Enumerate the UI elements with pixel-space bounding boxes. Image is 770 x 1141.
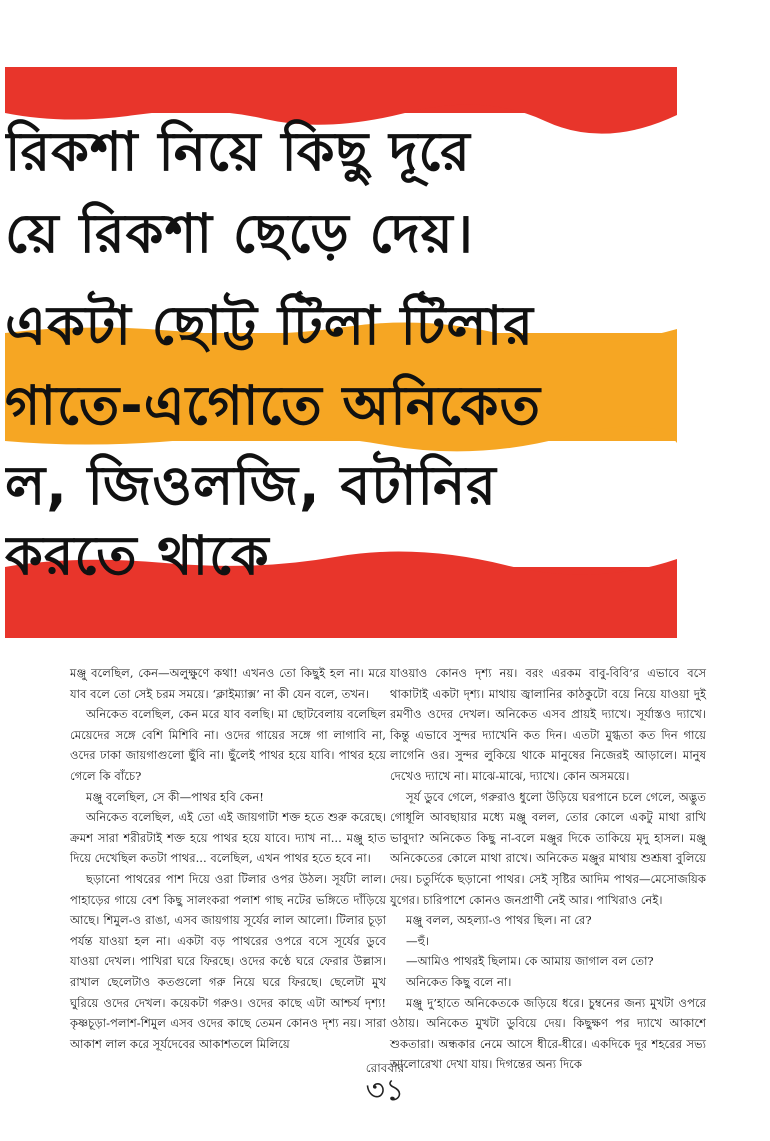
magazine-name: রোববার <box>365 1061 405 1075</box>
paragraph: ছড়ানো পাথরের পাশ দিয়ে ওরা টিলার ওপর উঠল। সূর্যটা লাল। পাহাড়ের গায়ে বেশ কিছু সালংকরা পলাশ গাছ নটের ভঙ্গিতে দাঁড়িয়ে আছে। শিমুল-ও রাঙা, এসব জায়গায় সূর্যের লাল আলো। টিলার চূড়া পর্যন্ত যাওয়া হল না। একটা বড় পাথরের ওপরে বসে সূর্যের ডুবে যাওয়া দেখল। পাখিরা ঘরে ফিরছে। ওদের কণ্ঠে ঘরে ফেরার উল্লাস। রাখাল ছেলেটাও কতগুলো গরু নিয়ে ঘরে ফিরছে। ছেলেটা মুখ ঘুরিয়ে ওদের দেখল। কয়েকটা গরুও। ওদের কাছে এটা আশ্চর্য দৃশ্য! কৃষ্ণচূড়া-পলাশ-শিমুল এসব ওদের কাছে তেমন কোনও দৃশ্য নয়। সারা আকাশ লাল করে সূর্যদেবের আকাশতলে মিলিয়ে <box>70 871 386 1051</box>
calligraphy-line: য়ে রিকশা ছেড়ে দেয়। <box>5 202 474 265</box>
paragraph: অনিকেত বলেছিল, কেন মরে যাব বলছি। মা ছোটবেলায় বলেছিল মেয়েদের সঙ্গে বেশি মিশিবি না। ওদের গায়ের সঙ্গে গা লাগাবি না, ওদের ঢাকা জায়গাগুলো ছুঁবি না। ছুঁলেই পাথর হয়ে যাবি। পাথর হয়ে গেলে কি বাঁচে? <box>70 707 386 783</box>
calligraphy-banner <box>5 67 677 638</box>
paragraph: মঞ্জু দু’হাতে অনিকেতকে জড়িয়ে ধরে। চুম্বনের জন্য মুখটা ওপরে ওঠায়। অনিকেত মুখটা ডুবিয়ে দেয়। কিছুক্ষণ পর দ্যাখে আকাশে শুকতারা। অন্ধকার নেমে আসে ধীরে-ধীরে। একদিকে দূর শহরের সভ্য আলোরেখা দেখা যায়। দিগন্তের অন্য দিকে <box>390 995 706 1072</box>
article-column-right <box>390 663 706 1075</box>
article-column-left <box>70 663 386 1054</box>
paragraph: অনিকেত কিছু বলে না। <box>406 974 512 989</box>
paragraph: —হুঁ। <box>406 933 430 948</box>
paragraph: মঞ্জু বলেছিল, সে কী—পাথর হবি কেন! <box>86 789 264 804</box>
calligraphy-line: রিকশা নিয়ে কিছু দূরে <box>5 120 471 183</box>
calligraphy-line: ল, জিওলজি, বটানির <box>5 454 497 517</box>
paragraph: —আমিও পাথরই ছিলাম। কে আমায় জাগাল বল তো? <box>406 954 654 969</box>
calligraphy-line: একটা ছোট্ট টিলা টিলার <box>5 294 534 357</box>
page-number: ৩১ <box>365 1073 405 1108</box>
paragraph: সূর্য ডুবে গেলে, গরুরাও ধুলো উড়িয়ে ঘরপানে চলে গেলে, অদ্ভুত গোধূলি আবছায়ার মধ্যে মঞ্জু বলল, তোর কোলে একটু মাথা রাখি ভাবুদা? অনিকেত কিছু না-বলে মঞ্জুর দিকে তাকিয়ে মৃদু হাসল। মঞ্জু অনিকেতের কোলে মাথা রাখে। অনিকেত মঞ্জুর মাথায় শুশ্রূষা বুলিয়ে দেয়। চতুর্দিকে ছড়ানো পাথর। সেই সৃষ্টির আদিম পাথর—মেসোজয়িক যুগের। চারিপাশে কোনও জনপ্রাণী নেই আর। পাখিরাও নেই। <box>390 789 706 907</box>
paragraph: মঞ্জু বলেছিল, কেন—অলুক্ষুণে কথা! এখনও তো কিছুই হল না। মরে যাব বলে তো সেই চরম সময়ে। ‘ক্লাইম্যাক্স’ না কী যেন বলে, তখন। <box>70 666 386 701</box>
paragraph: অনিকেত বলেছিল, এই তো এই জায়গাটা শক্ত হতে শুরু করেছে। ক্রমশ সারা শরীরটাই শক্ত হয়ে পাথর হয়ে যাবে। দ্যাখ না... মঞ্জু হাত দিয়ে দেখেছিল কতটা পাথর... বলেছিল, এখন পাথর হতে হবে না। <box>70 810 386 866</box>
calligraphy-line: করতে থাকে <box>5 524 270 587</box>
paragraph: মঞ্জু বলল, অহল্যা-ও পাথর ছিল। না রে? <box>406 913 592 928</box>
paragraph: যাওয়াও কোনও দৃশ্য নয়। বরং এরকম বাবু-বিবি’র এভাবে বসে থাকাটাই একটা দৃশ্য। মাথায় জ্বালানির কাঠকুটো বয়ে নিয়ে যাওয়া দুই রমণীও ওদের দেখল। অনিকেত এসব প্রায়ই দ্যাখে। সূর্যাস্তও দ্যাখে। কিন্তু এভাবে সুন্দর দ্যাখেনি কত দিন। এতটা মুগ্ধতা কত দিন গায়ে লাগেনি ওর। সুন্দর লুকিয়ে থাকে মানুষের নিজেরই আড়ালে। মানুষ দেখেও দ্যাখে না। মাঝে-মাঝে, দ্যাখে। কোন অসময়ে। <box>390 666 706 783</box>
calligraphy-line: গাতে-এগোতে অনিকেত <box>5 374 541 437</box>
